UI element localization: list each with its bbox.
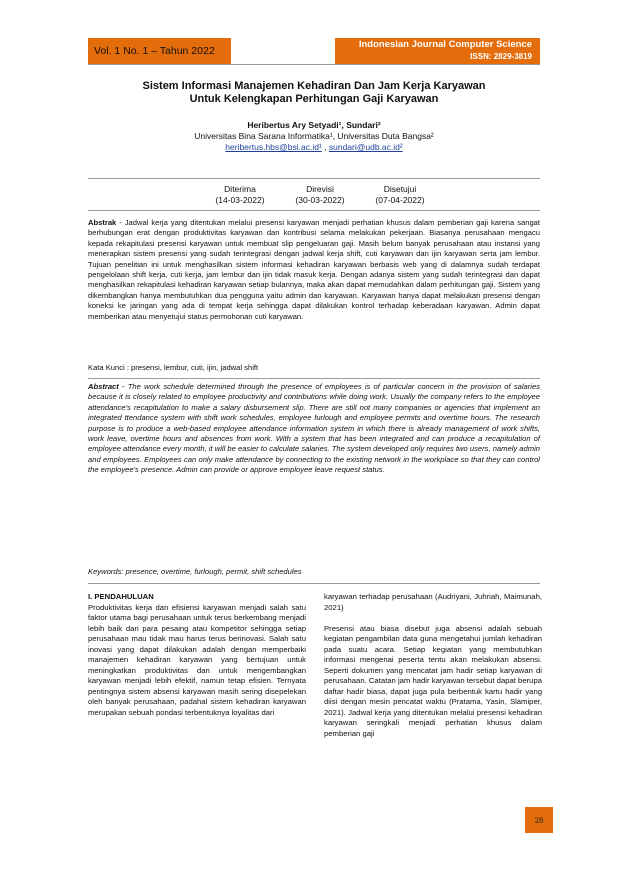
revised-label: Direvisi [306,184,334,194]
abstract-english [88,382,540,476]
dates-divider-top [88,178,540,179]
revised-date [280,184,360,206]
section-heading: I. PENDAHULUAN [88,592,154,601]
abstract-label: Abstract [88,382,119,391]
received-date [200,184,280,206]
paper-title [88,80,540,106]
volume-label: Vol. 1 No. 1 – Tahun 2022 [88,38,231,64]
journal-issn: ISSN: 2829-3819 [470,52,532,61]
author-block [88,120,540,153]
abstract-text: - The work schedule determined through the presence of employees is of particular concern in the provision of salaries because it is closely related to employee productivity and contributions while doing work. Usually the company refers to the employee attendance's recapitulation to make a salary disbursement slip. There are still not many companies or agencies that implement an integrated ttendance system with shift work schedules, employee furlough and employee permits and overtime hours. The research purpose is to produce a web-based employee attendance information system in which there is already management of work shifts, work leave, overtime hours and absences from work. With a system that has been integrated and can produce a recapitulation of employee attendance every month, it will be easier to calculate salaries. The system developed only requires two users, namely admin and employees. Employees can only make attendance by connecting to the existing network in the workplace so that they can control the employee's presence. Admin can provide or approve employee leave request status. [88,382,540,475]
accepted-value: (07-04-2022) [375,195,425,205]
email-link-2[interactable]: sundari@udb.ac.id² [328,142,403,152]
abstrak-text: - Jadwal kerja yang ditentukan melalui presensi karyawan menjadi perhatian khusus dalam pemberian gaji karena sangat berhubungan erat dengan produktivitas karyawan dan kontribusi selama melakukan pekerjaan. Biasanya perusahaan mengacu kepada rekapitulasi presensi karyawan untuk membuat slip pengeluaran gaji. Masih belum banyak perusahaan atau instansi yang menerapkan sistem presensi yang sudah terintegrasi dengan jadwal kerja shift, cuti karyawan dan ijin karyawan serta jam lembur. Tujuan penelitian ini untuk menghasilkan sistem informasi kehadiran karyawan berbasis web yang di dalamnya sudah terdapat pengelolaan shift kerja, cuti kerja, jam lembur dan ijin tidak masuk kerja. Dengan adanya sistem yang sudah terintegrasi dan dapat menghasilkan rekapitulasi kehadiran karyawan setiap bulannya, maka akan dapat memudahkan dalam perhitungan gaji. Sistem yang dikembangkan hanya membutuhkan dua pengguna yaitu admin dan karyawan. Karyawan hanya dapat melakukan presensi dengan koneksi ke jaringan yang ada di tempat kerja sehingga dapat dilakukan kontrol terhadap keberadaan karyawan. Admin dapat memberikan atau menyetujui status permohonan cuti karyawan. [88,218,540,321]
abstract-divider [88,378,540,379]
email-separator: , [321,142,329,152]
kata-kunci: Kata Kunci : presensi, lembur, cuti, ijin, jadwal shift [88,363,259,372]
accepted-label: Disetujui [383,184,417,194]
journal-header [335,38,540,64]
paragraph-continuation: karyawan terhadap perusahaan (Audriyani, Juhriah, Maimunah, 2021) [324,592,542,612]
paragraph-intro: Produktivitas kerja dan efisiensi karyawan menjadi salah satu faktor utama bagi perusahaan untuk terus berkembang menjadi lebih baik dari para pesaing atau kompetitor sehingga setiap perusahaan mau tidak mau harus terus berinovasi. Salah satu inovasi yang dapat dilakukan adalah dengan memperbaiki manajemen kehadiran karyawan yang bertujuan untuk meningkatkan produktivitas dan untuk mengembangkan karyawan menjadi lebih efektif, namun tetap efisien. Ternyata pentingnya sistem absensi karyawan masih sering disepelekan oleh banyak perusahaan, padahal sistem kehadiran karyawan merupakan sebuah pondasi terbentuknya loyalitas dari [88,602,306,717]
received-value: (14-03-2022) [215,195,265,205]
page-number: 28 [525,807,553,833]
submission-dates [200,184,440,206]
paragraph-presensi: Presensi atau biasa disebut juga absensi adalah sebuah kegiatan pengambilan data guna mengetahui jumlah kehadiran pada suatu acara. Setiap kegiatan yang membutuhkan informasi mengenai peserta tentu akan melakukan absensi. Seperti dokumen yang mencatat jam hadir setiap karyawan di perusahaan. Catatan jam hadir karyawan tersebut dapat berupa daftar hadir biasa, dapat juga pula berbentuk kartu hadir yang diisi dengan mesin pencatat waktu (Pratama, Yasin, Slamiper, 2021). Jadwal kerja yang ditentukan melalui presensi kehadiran karyawan seringkali menjadi perhatian khusus dalam pemberian gaji [324,623,542,738]
title-line-1: Sistem Informasi Manajemen Kehadiran Dan Jam Kerja Karyawan [142,80,486,92]
journal-name: Indonesian Journal Computer Science [358,39,532,50]
received-label: Diterima [224,184,256,194]
title-line-2: Untuk Kelengkapan Perhitungan Gaji Karyawan [189,93,439,105]
author-names: Heribertus Ary Setyadi¹, Sundari² [247,120,381,130]
revised-value: (30-03-2022) [295,195,345,205]
keywords-english: Keywords: presence, overtime, furlough, permit, shift schedules [88,567,302,576]
body-column-right [324,592,542,739]
abstrak-label: Abstrak [88,218,117,227]
author-affiliations: Universitas Bina Sarana Informatika¹, Universitas Duta Bangsa² [194,131,434,141]
dates-divider-bottom [88,210,540,211]
author-emails [88,142,540,153]
body-divider [88,583,540,584]
accepted-date [360,184,440,206]
abstrak-indonesian [88,218,540,322]
email-link-1[interactable]: heribertus.hbs@bsi.ac.id¹ [225,142,322,152]
body-column-left [88,592,306,718]
header-divider [88,64,540,65]
